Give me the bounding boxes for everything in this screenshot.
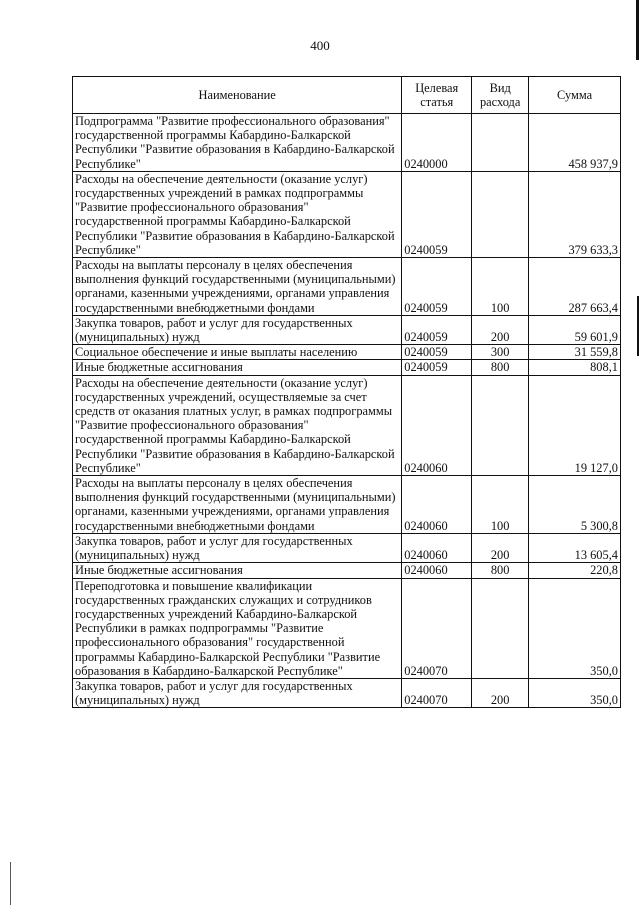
row-code: 0240000 [402,114,472,172]
row-name: Закупка товаров, работ и услуг для государственных (муниципальных) нужд [73,678,402,707]
row-sum: 287 663,4 [529,258,621,316]
row-sum: 5 300,8 [529,476,621,534]
row-type: 200 [472,315,529,344]
table-row [73,315,621,344]
row-sum: 31 559,8 [529,345,621,360]
table-row [73,476,621,534]
row-sum: 220,8 [529,563,621,578]
table-row [73,360,621,375]
row-code: 0240059 [402,345,472,360]
table-row [73,345,621,360]
row-code: 0240070 [402,578,472,678]
row-code: 0240060 [402,563,472,578]
row-sum: 59 601,9 [529,315,621,344]
budget-table [72,76,621,708]
row-code: 0240060 [402,533,472,562]
table-row [73,375,621,475]
table-row [73,258,621,316]
header-code: Целевая статья [402,77,472,114]
table-row [73,533,621,562]
table-row [73,171,621,257]
row-name: Расходы на выплаты персоналу в целях обеспечения выполнения функций государственными (муниципальными) органами, казенными учреждениями, органами управления государственными внебюджетными фондами [73,258,402,316]
scan-left-mark [10,862,11,905]
row-type [472,578,529,678]
row-type [472,114,529,172]
row-sum: 808,1 [529,360,621,375]
row-type: 200 [472,533,529,562]
row-type: 100 [472,476,529,534]
row-type: 300 [472,345,529,360]
row-code: 0240059 [402,360,472,375]
row-name: Закупка товаров, работ и услуг для государственных (муниципальных) нужд [73,533,402,562]
header-sum: Сумма [529,77,621,114]
row-code: 0240070 [402,678,472,707]
row-sum: 350,0 [529,678,621,707]
row-name: Расходы на обеспечение деятельности (оказание услуг) государственных учреждений, осуществляемые за счет средств от оказания платных услуг, в рамках подпрограммы "Развитие профессионального образования" государственной программы Кабардино-Балкарской Республики "Развитие образования в Кабардино-Балкарской Республике" [73,375,402,475]
row-type: 800 [472,563,529,578]
header-type: Вид расхода [472,77,529,114]
row-name: Переподготовка и повышение квалификации государственных гражданских служащих и сотрудников государственных учреждений Кабардино-Балкарской Республики в рамках подпрограммы "Развитие профессионального образования" государственной программы Кабардино-Балкарской Республики "Развитие образования в Кабардино-Балкарской Республике" [73,578,402,678]
table-row [73,563,621,578]
row-sum: 350,0 [529,578,621,678]
row-code: 0240060 [402,476,472,534]
row-name: Иные бюджетные ассигнования [73,360,402,375]
row-type: 200 [472,678,529,707]
row-sum: 379 633,3 [529,171,621,257]
row-sum: 13 605,4 [529,533,621,562]
table-row [73,578,621,678]
row-name: Расходы на обеспечение деятельности (оказание услуг) государственных учреждений в рамках подпрограммы "Развитие профессионального образования" государственной программы Кабардино-Балкарской Республики "Развитие образования в Кабардино-Балкарской Республике" [73,171,402,257]
row-sum: 19 127,0 [529,375,621,475]
row-code: 0240059 [402,258,472,316]
row-code: 0240059 [402,171,472,257]
scan-edge-mark-top [636,0,639,60]
row-name: Подпрограмма "Развитие профессионального образования" государственной программы Кабардино-Балкарской Республики "Развитие образования в Кабардино-Балкарской Республике" [73,114,402,172]
row-name: Расходы на выплаты персоналу в целях обеспечения выполнения функций государственными (муниципальными) органами, казенными учреждениями, органами управления государственными внебюджетными фондами [73,476,402,534]
row-code: 0240059 [402,315,472,344]
table-row [73,114,621,172]
page-number: 400 [310,38,330,53]
row-type [472,375,529,475]
scan-edge-mark-side [637,296,639,356]
row-name: Иные бюджетные ассигнования [73,563,402,578]
row-name: Социальное обеспечение и иные выплаты населению [73,345,402,360]
row-name: Закупка товаров, работ и услуг для государственных (муниципальных) нужд [73,315,402,344]
row-code: 0240060 [402,375,472,475]
row-type: 800 [472,360,529,375]
row-type [472,171,529,257]
table-header-row [73,77,621,114]
header-name: Наименование [73,77,402,114]
row-sum: 458 937,9 [529,114,621,172]
row-type: 100 [472,258,529,316]
table-row [73,678,621,707]
